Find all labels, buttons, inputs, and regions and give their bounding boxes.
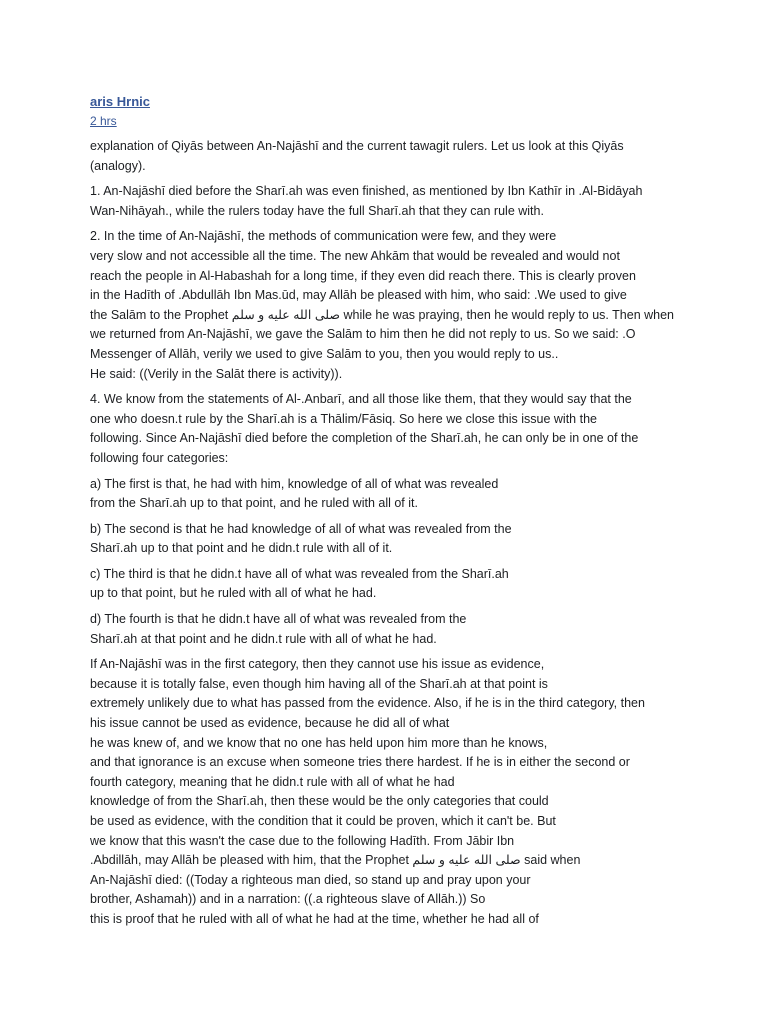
post-text-line: Wan-Nihāyah., while the rulers today have the full Sharī.ah that they can rule with. [90,203,544,218]
post-text-line: up to that point, but he ruled with all of what he had. [90,586,377,601]
post-text-line: c) The third is that he didn.t have all of what was revealed from the Sharī.ah [90,566,509,581]
post-text-line: 1. An-Najāshī died before the Sharī.ah was even finished, as mentioned by Ibn Kathīr in .Al-Bidāyah [90,184,643,199]
post-text-line: because it is totally false, even though him having all of the Sharī.ah at that point is [90,676,548,691]
post-paragraph [90,475,690,514]
post-text-line: brother, Ashamah)) and in a narration: ((.a righteous slave of Allāh.)) So [90,892,486,907]
post-text-line: 4. We know from the statements of Al-.Anbarī, and all those like them, that they would say that the [90,392,632,407]
post-text-line: An-Najāshī died: ((Today a righteous man died, so stand up and pray upon your [90,872,531,887]
post-text-line: explanation of Qiyās between An-Najāshī and the current tawagit rulers. Let us look at this Qiyās [90,139,624,153]
post-text-line: he was knew of, and we know that no one has held upon him more than he knows, [90,735,548,750]
post-paragraph [90,565,690,604]
post-text-line: .Abdillāh, may Allāh be pleased with him, that the Prophet صلى الله عليه و سلم said when [90,853,581,868]
post-text-line: extremely unlikely due to what has passed from the evidence. Also, if he is in the third category, then [90,696,645,711]
post-text-line: Sharī.ah up to that point and he didn.t rule with all of it. [90,541,393,556]
post-paragraph [90,137,690,176]
post-text-line: a) The first is that, he had with him, knowledge of all of what was revealed [90,476,499,491]
post-text-line: in the Hadīth of .Abdullāh Ibn Mas.ūd, may Allāh be pleased with him, who said: .We used to give [90,288,627,303]
post-text-line: we know that this wasn't the case due to the following Hadīth. From Jābir Ibn [90,833,515,848]
post-text-line: his issue cannot be used as evidence, because he did all of what [90,716,450,731]
post-text-line: reach the people in Al-Habashah for a long time, if they even did reach there. This is clearly proven [90,268,636,283]
post-text-line: following. Since An-Najāshī died before the completion of the Sharī.ah, he can only be in one of the [90,431,639,446]
post-body [90,137,690,930]
post-text-line: 2. In the time of An-Najāshī, the methods of communication were few, and they were [90,229,557,244]
post-text-line: b) The second is that he had knowledge of all of what was revealed from the [90,521,512,536]
post-text-line: If An-Najāshī was in the first category, then they cannot use his issue as evidence, [90,657,545,672]
post-text-line: and that ignorance is an excuse when someone tries there hardest. If he is in either the second or [90,755,630,770]
post-text-line: we returned from An-Najāshī, we gave the Salām to him then he did not reply to us. So we said: .O [90,327,636,342]
post [90,93,690,936]
post-text-line: knowledge of from the Sharī.ah, then these would be the only categories that could [90,794,549,809]
post-paragraph [90,390,690,468]
post-timestamp-link[interactable]: 2 hrs [90,114,117,128]
post-text-line: Messenger of Allāh, verily we used to give Salām to you, then you would reply to us.. [90,346,559,361]
post-text-line: He said: ((Verily in the Salāt there is activity)). [90,366,343,381]
post-text-line: (analogy). [90,158,146,173]
post-paragraph [90,655,690,929]
post-text-line: be used as evidence, with the condition that it could be proven, which it can't be. But [90,814,556,828]
post-text-line: Sharī.ah at that point and he didn.t rule with all of what he had. [90,631,437,646]
author-name-link[interactable]: aris Hrnic [90,94,150,109]
post-text-line: d) The fourth is that he didn.t have all of what was revealed from the [90,612,467,627]
post-paragraph [90,227,690,384]
post-text-line: this is proof that he ruled with all of what he had at the time, whether he had all of [90,911,539,926]
post-text-line: the Salām to the Prophet صلى الله عليه و سلم while he was praying, then he would reply to us. Then when [90,307,674,322]
post-paragraph [90,182,690,221]
post-text-line: one who doesn.t rule by the Sharī.ah is a Thālim/Fāsiq. So here we close this issue with the [90,411,597,426]
post-text-line: fourth category, meaning that he didn.t rule with all of what he had [90,774,455,789]
post-paragraph [90,610,690,649]
post-text-line: very slow and not accessible all the time. The new Ahkām that would be revealed and would not [90,248,620,263]
post-text-line: from the Sharī.ah up to that point, and he ruled with all of it. [90,496,418,511]
post-text-line: following four categories: [90,450,229,465]
post-paragraph [90,520,690,559]
